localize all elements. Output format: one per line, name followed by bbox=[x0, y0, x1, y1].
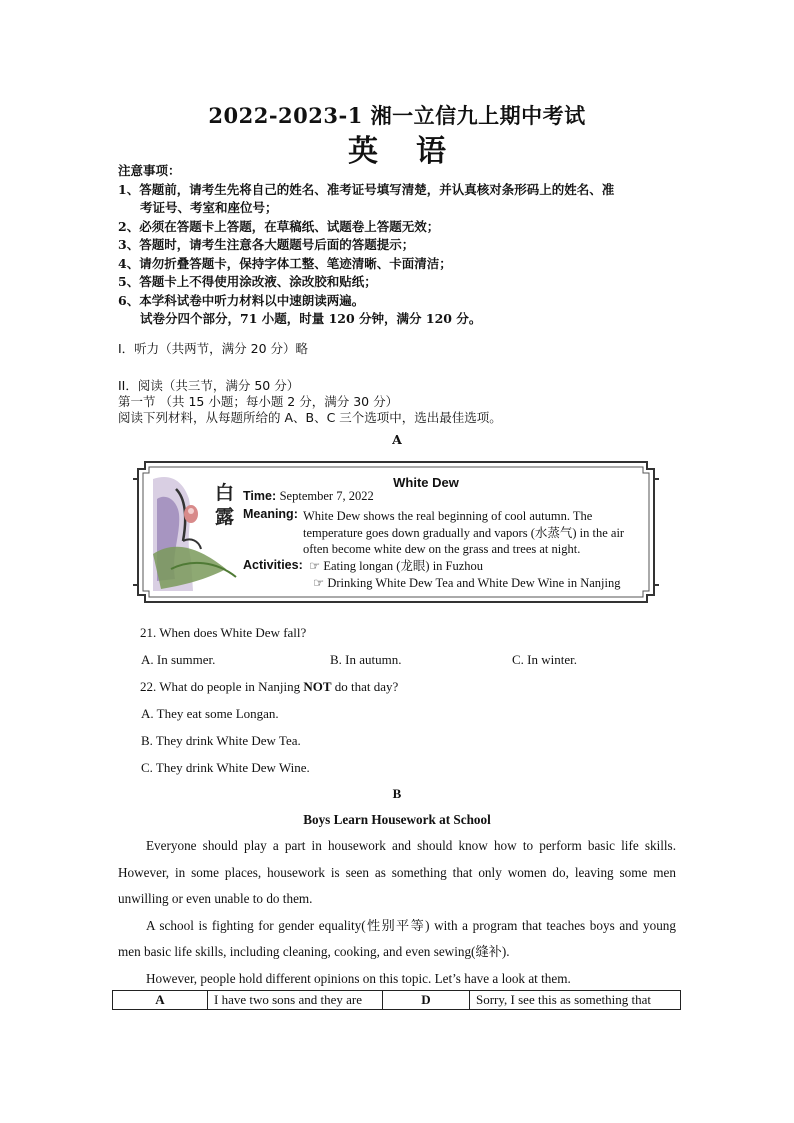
q22-stem-text: do that day? bbox=[331, 679, 399, 694]
q21-stem: 21. When does White Dew fall? bbox=[140, 625, 307, 640]
table-cell: I have two sons and they are bbox=[208, 991, 383, 1010]
pointing-hand-icon: ☞ bbox=[313, 575, 328, 590]
q21-option-c: C. In winter. bbox=[512, 652, 577, 667]
notice-item: 2、必须在答题卡上答题，在草稿纸、试题卷上答题无效； bbox=[118, 218, 440, 234]
q22-stem-text: 22. What do people in Nanjing bbox=[140, 679, 304, 694]
passage-paragraph: Everyone should play a part in housework and should know how to perform basic life skills. However, in some places, housework is seen as something that only women do, leaving some men unwilling or even unable to do them. bbox=[118, 838, 676, 907]
notice-item: 考证号、考室和座位号； bbox=[140, 200, 278, 215]
passage-paragraph: However, people hold different opinions on this topic. Let’s have a look at them. bbox=[146, 970, 571, 986]
time-label: Time: bbox=[243, 489, 277, 503]
table-cell: Sorry, I see this as something that bbox=[470, 991, 681, 1010]
table-cell: A bbox=[113, 991, 208, 1010]
q22-stem-bold: NOT bbox=[303, 679, 332, 694]
notice-item: 5、答题卡上不得使用涂改液、涂改胶和贴纸； bbox=[118, 274, 377, 289]
activities-label: Activities: bbox=[243, 558, 303, 572]
card-title: White Dew bbox=[393, 475, 459, 490]
table-row bbox=[113, 991, 681, 1010]
meaning-line: temperature goes down gradually and vapors (水蒸气) in the air bbox=[303, 525, 625, 540]
white-dew-card bbox=[131, 459, 661, 605]
card-time-row bbox=[243, 489, 374, 504]
section-reading bbox=[118, 378, 502, 426]
meaning-label: Meaning: bbox=[243, 507, 298, 521]
reading-instruction: 阅读下列材料，从每题所给的 A、B、C 三个选项中，选出最佳选项。 bbox=[118, 410, 502, 425]
opinion-table bbox=[112, 990, 681, 1010]
subject-title: 英语 bbox=[348, 134, 484, 169]
meaning-line: White Dew shows the real beginning of cool autumn. The bbox=[303, 509, 593, 523]
pointing-hand-icon: ☞ bbox=[309, 559, 324, 573]
q22-option-b: B. They drink White Dew Tea. bbox=[141, 733, 301, 748]
notice-item: 1、答题前，请考生先将自己的姓名、准考证号填写清楚，并认真核对条形码上的姓名、准 bbox=[118, 181, 615, 197]
q21-option-b: B. In autumn. bbox=[330, 652, 402, 667]
time-value: September 7, 2022 bbox=[279, 489, 374, 503]
passage-paragraph: A school is fighting for gender equality(性别平等) with a program that teaches boys and young men basic life skills, including cleaning, cooking, and even sewing(缝补). bbox=[118, 917, 676, 960]
reading-title: II．阅读（共三节，满分 50 分） bbox=[118, 378, 300, 393]
notice-item: 3、答题时，请考生注意各大题题号后面的答题提示； bbox=[118, 237, 415, 252]
meaning-line: often become white dew on the grass and trees at night. bbox=[303, 542, 581, 556]
notice-block bbox=[118, 162, 688, 329]
notice-item: 试卷分四个部分，71 小题，时量 120 分钟，满分 120 分。 bbox=[140, 311, 482, 326]
notice-item: 4、请勿折叠答题卡，保持字体工整、笔迹清晰、卡面清洁； bbox=[118, 255, 452, 271]
meaning-text bbox=[303, 508, 624, 558]
q22-stem bbox=[140, 679, 398, 695]
q22-option-c: C. They drink White Dew Wine. bbox=[141, 760, 310, 775]
section-listening: I．听力（共两节，满分 20 分）略 bbox=[118, 341, 309, 356]
activity-item: Eating longan (龙眼) in Fuzhou bbox=[323, 559, 484, 573]
passage-b-body bbox=[118, 833, 676, 993]
q21-option-a: A. In summer. bbox=[141, 652, 216, 667]
q22-option-a: A. They eat some Longan. bbox=[141, 706, 279, 721]
reading-part: 第一节 （共 15 小题；每小题 2 分，满分 30 分） bbox=[118, 394, 399, 409]
activities-list bbox=[309, 558, 620, 591]
passage-a-letter: A bbox=[392, 432, 402, 447]
notice-item: 6、本学科试卷中听力材料以中速朗读两遍。 bbox=[118, 292, 365, 308]
passage-b-letter: B bbox=[392, 786, 402, 801]
seal-text: 白露 bbox=[215, 482, 235, 528]
exam-title: 2022-2023-1 湘一立信九上期中考试 bbox=[208, 103, 586, 128]
activity-item: Drinking White Dew Tea and White Dew Wine in Nanjing bbox=[327, 575, 621, 590]
notice-heading: 注意事项： bbox=[118, 163, 181, 178]
table-cell: D bbox=[383, 991, 470, 1010]
passage-b-title: Boys Learn Housework at School bbox=[303, 812, 491, 827]
